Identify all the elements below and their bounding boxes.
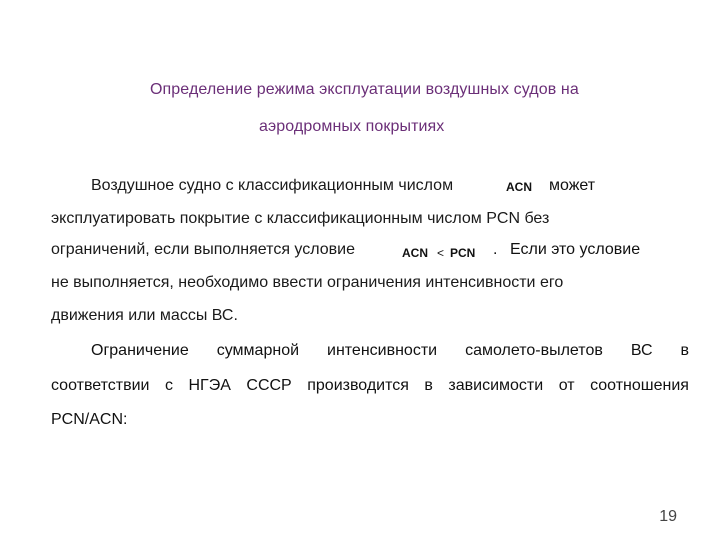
paragraph2-line3: PCN/ACN: [51,411,128,428]
paragraph1-line3-end: Если это условие [510,241,641,258]
paragraph1-line1-end: может [549,177,596,194]
word: Ограничение [91,342,189,359]
slide-title-line-1: Определение режима эксплуатации воздушных судов на [150,81,579,98]
condition-operator: < [437,246,445,260]
paragraph2-line1 [91,342,689,360]
word: с [165,377,173,394]
formula-condition [402,246,475,260]
word: соотношения [590,377,689,394]
paragraph1-line1: Воздушное судно с классификационным числом [91,177,454,194]
slide-title-line-2: аэродромных покрытиях [259,118,445,135]
condition-period: . [493,241,498,258]
condition-left: ACN [402,246,428,260]
paragraph1-line4: не выполняется, необходимо ввести ограничения интенсивности его [51,274,564,291]
paragraph1-line3: ограничений, если выполняется условие [51,241,355,258]
page-number: 19 [659,508,677,525]
word: самолето-вылетов [465,342,603,359]
word: от [558,377,575,394]
word: интенсивности [327,342,438,359]
word: соответствии [51,377,150,394]
formula-acn: ACN [506,180,532,194]
word: НГЭА [188,377,231,394]
word: СССР [246,377,292,394]
word: зависимости [448,377,544,394]
word: в [680,342,689,359]
paragraph2-line2 [51,377,689,395]
word: производится [307,377,409,394]
paragraph1-line5: движения или массы ВС. [51,307,238,324]
word: ВС [630,342,653,359]
word: в [424,377,433,394]
word: суммарной [216,342,300,359]
paragraph1-line2: эксплуатировать покрытие с классификационным числом PCN без [51,210,550,227]
condition-right: PCN [450,246,476,260]
